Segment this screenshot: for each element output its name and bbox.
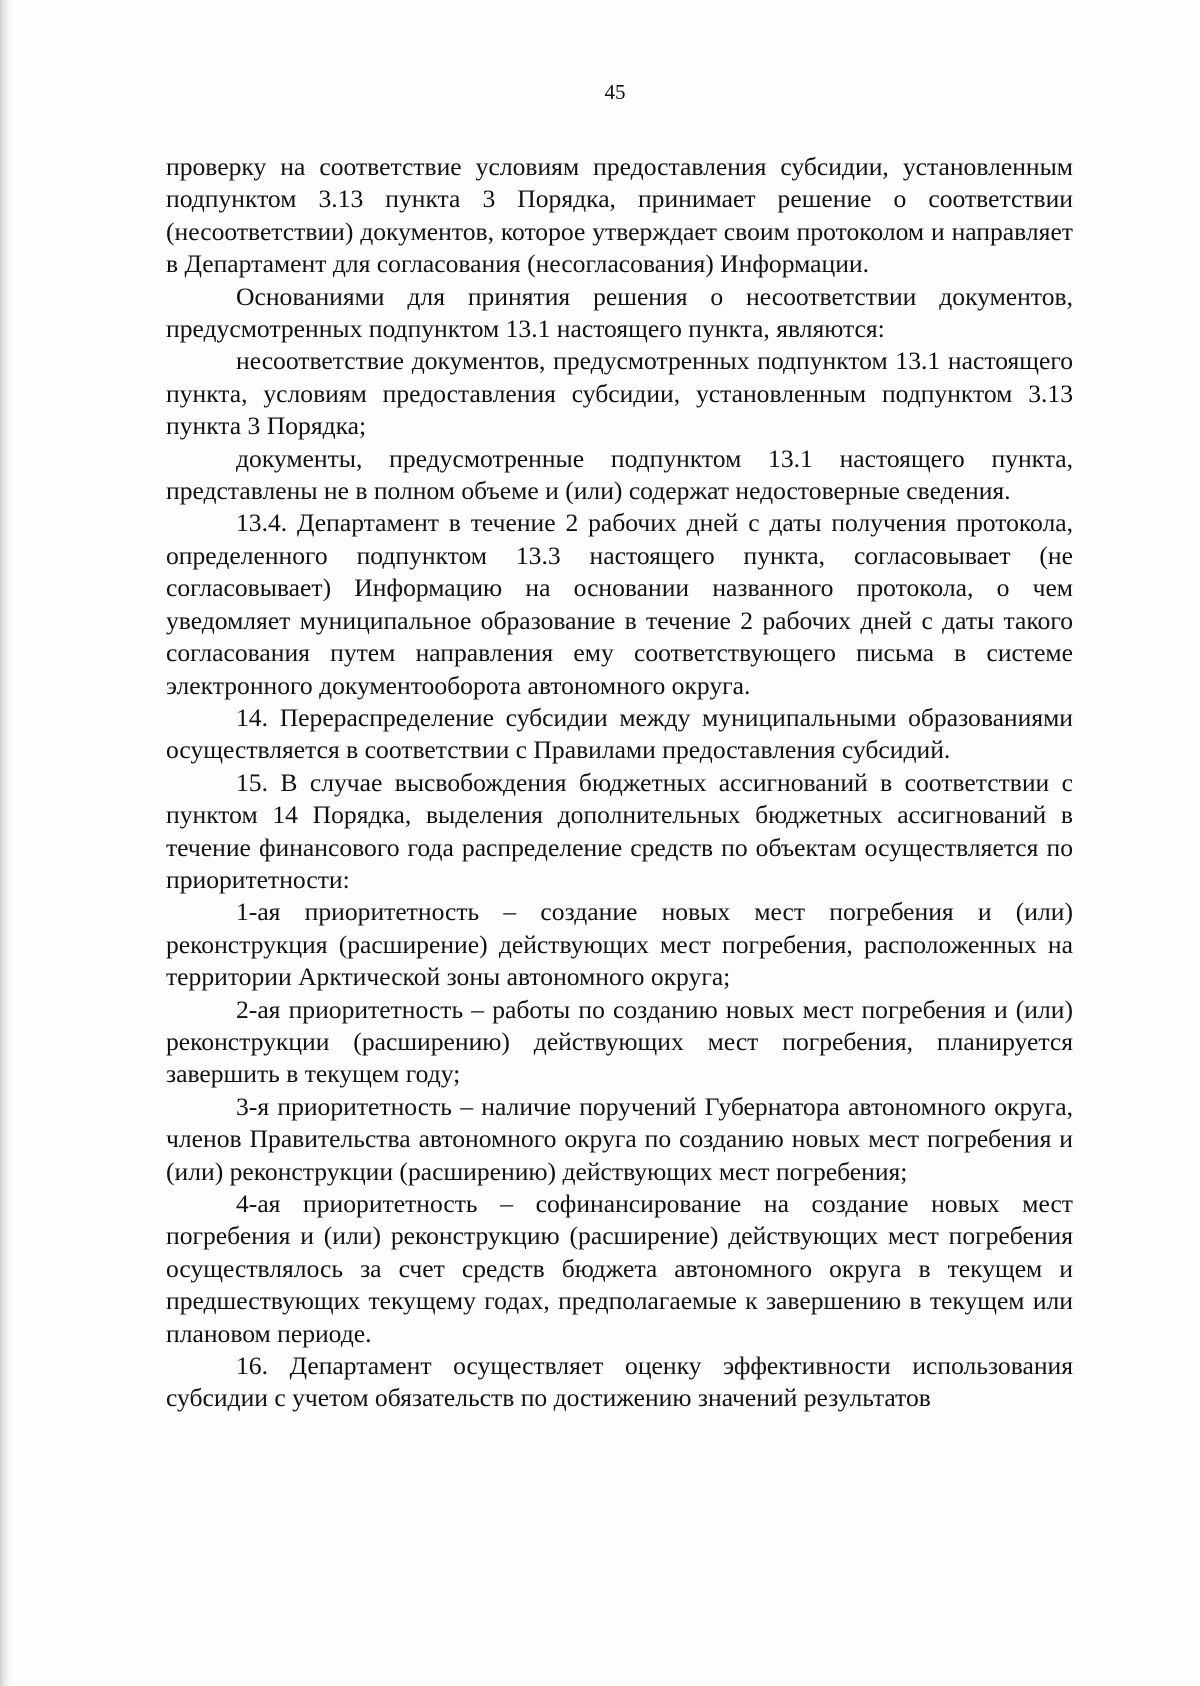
paragraph: 14. Перераспределение субсидии между муниципальными образованиями осуществляется в соответствии с Правилами предоставления субсидий. [166, 702, 1073, 765]
paragraph: 16. Департамент осуществляет оценку эффективности использования субсидии с учетом обязательств по достижению значений результатов [166, 1351, 1073, 1413]
paragraph: 4-ая приоритетность – софинансирование на создание новых мест погребения и (или) реконструкцию (расширение) действующих мест погребения осуществлялось за счет средств бюджета автономного округа в текущем и предшествующих текущему годах, предполагаемые к завершению в текущем или плановом периоде. [166, 1189, 1073, 1348]
paragraph: 15. В случае высвобождения бюджетных ассигнований в соответствии с пунктом 14 Порядка, выделения дополнительных бюджетных ассигнований в течение финансового года распределение средств по объектам осуществляется по приоритетности: [166, 767, 1073, 894]
paragraph: документы, предусмотренные подпунктом 13.1 настоящего пункта, представлены не в полном объеме и (или) содержат недостоверные сведения. [166, 443, 1073, 506]
document-body [166, 151, 1073, 1415]
paragraph: 1-ая приоритетность – создание новых мест погребения и (или) реконструкция (расширение) действующих мест погребения, расположенных на территории Арктической зоны автономного округа; [166, 897, 1073, 992]
paragraph: 3-я приоритетность – наличие поручений Губернатора автономного округа, членов Правительства автономного округа по созданию новых мест погребения и (или) реконструкции (расширению) действующих мест погребения; [166, 1091, 1073, 1186]
paragraph: Основаниями для принятия решения о несоответствии документов, предусмотренных подпунктом 13.1 настоящего пункта, являются: [166, 281, 1073, 344]
scan-edge-shadow [0, 0, 14, 1686]
paragraph: несоответствие документов, предусмотренных подпунктом 13.1 настоящего пункта, условиям предоставления субсидии, установленным подпунктом 3.13 пункта 3 Порядка; [166, 346, 1073, 441]
paragraph: проверку на соответствие условиям предоставления субсидии, установленным подпунктом 3.13 пункта 3 Порядка, принимает решение о соответствии (несоответствии) документов, которое утверждает своим протоколом и направляет в Департамент для согласования (несогласования) Информации. [166, 152, 1073, 279]
page-number: 45 [604, 80, 626, 104]
paragraph: 2-ая приоритетность – работы по созданию новых мест погребения и (или) реконструкции (расширению) действующих мест погребения, планируется завершить в текущем году; [166, 994, 1073, 1089]
paragraph: 13.4. Департамент в течение 2 рабочих дней с даты получения протокола, определенного подпунктом 13.3 настоящего пункта, согласовывает (не согласовывает) Информацию на основании названного протокола, о чем уведомляет муниципальное образование в течение 2 рабочих дней с даты такого согласования путем направления ему соответствующего письма в системе электронного документооборота автономного округа. [166, 508, 1073, 700]
